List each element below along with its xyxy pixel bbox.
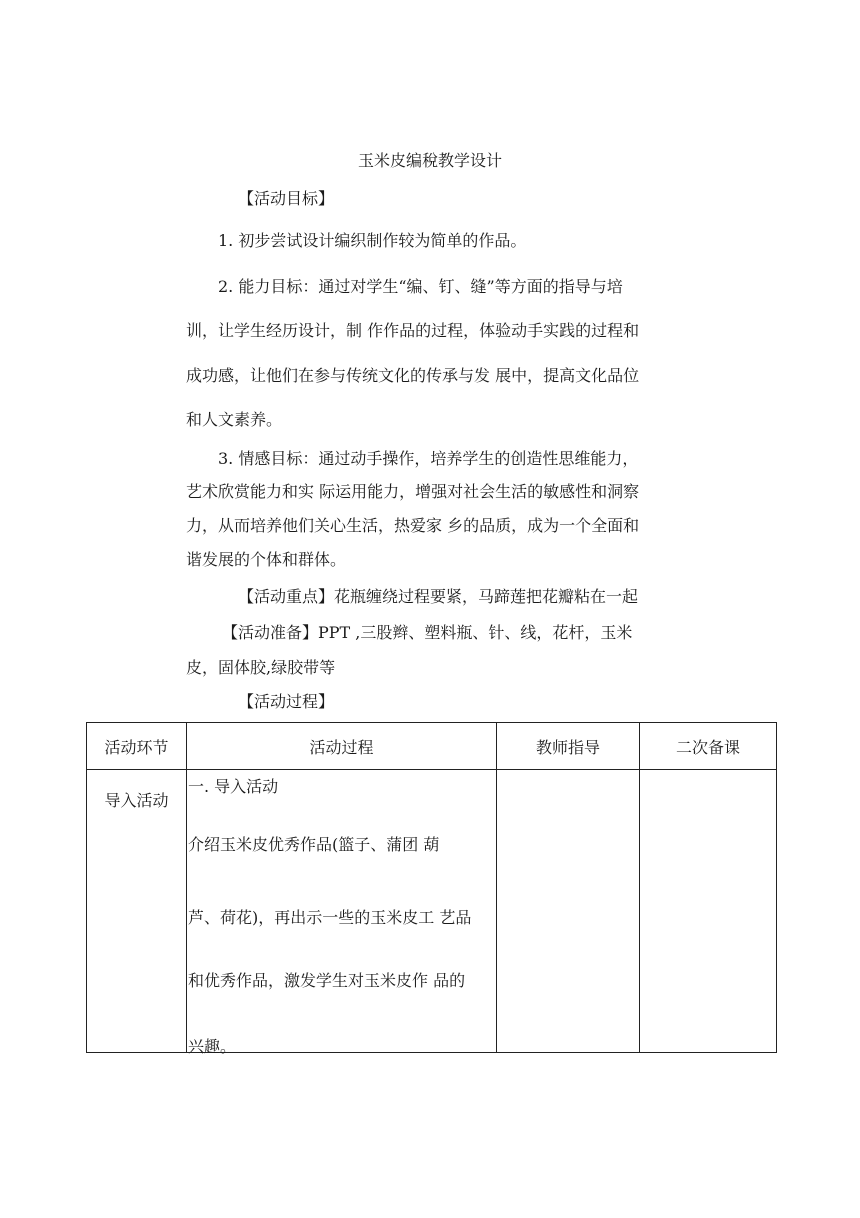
document-title: 玉米皮编稅教学设计 <box>357 151 502 170</box>
process-step-title: 一. 导入活动 <box>188 777 279 796</box>
activity-process-table <box>86 722 777 1056</box>
table-row <box>87 770 777 1053</box>
process-line-1: 介绍玉米皮优秀作品(篮子、蒲团 葫 <box>188 835 440 854</box>
goal-3-line-1: 3. 情感目标：通过动手操作，培养学生的创造性思维能力， <box>218 449 639 468</box>
activity-focus: 【活动重点】花瓶缠绕过程要紧，马蹄莲把花瓣粘在一起 <box>238 587 639 606</box>
goal-3-line-2: 艺术欣赏能力和实 际运用能力，增强对社会生活的敏感性和洞察 <box>186 482 640 501</box>
process-line-3: 和优秀作品，激发学生对玉米皮作 品的 <box>188 971 466 990</box>
goal-3-line-4: 谐发展的个体和群体。 <box>186 550 347 569</box>
activity-prep-line-1: 【活动准备】PPT ,三股辫、塑料瓶、针、线，花杆，玉米 <box>222 623 633 642</box>
header-stage: 活动环节 <box>87 723 187 770</box>
goal-2-line-3: 成功感，让他们在参与传统文化的传承与发 展中，提高文化品位 <box>186 366 640 385</box>
goals-heading: 【活动目标】 <box>238 189 335 208</box>
process-line-4: 兴趣。 <box>188 1037 237 1056</box>
goal-3-line-3: 力，从而培养他们关心生活，热爱家 乡的品质，成为一个全面和 <box>186 516 640 535</box>
goal-2-line-1: 2. 能力目标：通过对学生“编、钉、缝”等方面的指导与培 <box>218 277 623 296</box>
header-guidance: 教师指导 <box>497 723 640 770</box>
revision-cell <box>640 770 777 1053</box>
guidance-cell <box>497 770 640 1053</box>
goal-2-line-4: 和人文素养。 <box>186 410 283 429</box>
table-header-row <box>87 723 777 770</box>
process-cell <box>187 770 497 1056</box>
header-process: 活动过程 <box>187 723 497 770</box>
stage-cell: 导入活动 <box>87 770 187 1053</box>
activity-prep-line-2: 皮，固体胶,绿胶带等 <box>186 658 336 677</box>
header-revision: 二次备课 <box>640 723 777 770</box>
goal-1: 1. 初步尝试设计编织制作较为简单的作品。 <box>218 231 527 250</box>
process-heading: 【活动过程】 <box>238 692 335 711</box>
process-line-2: 芦、荷花)，再出示一些的玉米皮工 艺品 <box>188 908 472 927</box>
goal-2-line-2: 训，让学生经历设计，制 作作品的过程，体验动手实践的过程和 <box>186 321 640 340</box>
